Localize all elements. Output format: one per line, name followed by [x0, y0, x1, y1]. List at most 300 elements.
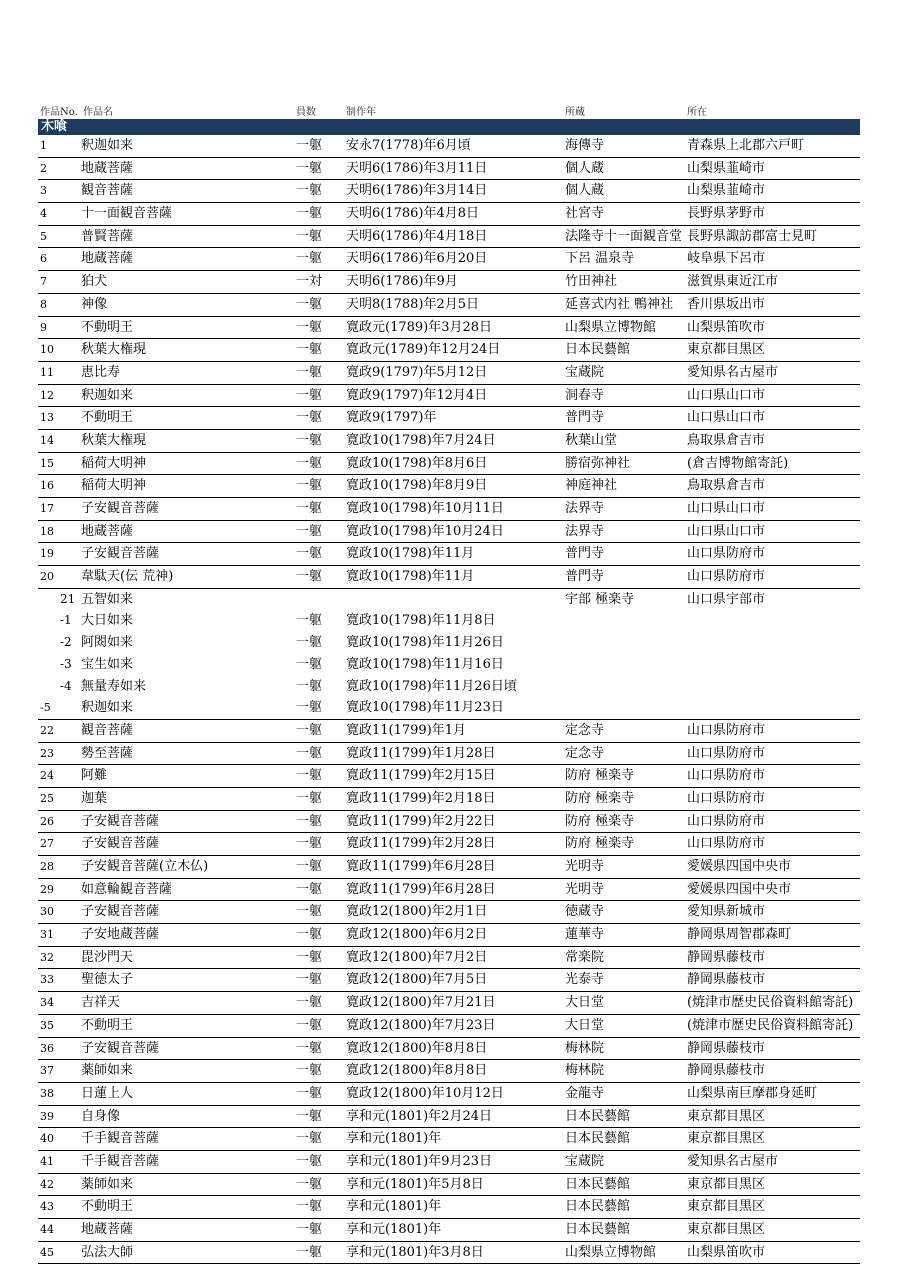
production-date-cell: 寛政10(1798)年11月23日	[346, 700, 504, 716]
artwork-name-cell: 日蓮上人	[81, 1085, 134, 1101]
row-number-cell: 27	[40, 837, 54, 851]
production-date-cell: 天明8(1788)年2月5日	[346, 296, 480, 312]
owner-cell: 常楽院	[565, 949, 605, 965]
location-cell: 東京都目黒区	[687, 1176, 766, 1192]
location-cell: 鳥取県倉吉市	[687, 478, 766, 494]
table-row	[38, 720, 860, 743]
row-number-cell: 25	[40, 791, 54, 805]
production-date-cell: 寛政10(1798)年7月24日	[346, 432, 496, 448]
header-owner: 所蔵	[565, 107, 585, 118]
piece-count-cell: 一躯	[296, 1222, 323, 1237]
location-cell: 岐阜県下呂市	[687, 251, 766, 267]
artwork-name-cell: 稲荷大明神	[81, 455, 147, 471]
production-date-cell: 寛政12(1800)年6月2日	[346, 927, 488, 943]
owner-cell: 宝蔵院	[565, 1153, 605, 1169]
piece-count-cell: 一躯	[296, 1153, 323, 1169]
piece-count-cell: 一躯	[296, 296, 323, 312]
table-row	[38, 498, 860, 521]
artwork-name-cell: 釈迦如来	[81, 387, 134, 403]
production-date-cell: 寛政11(1799)年2月15日	[346, 768, 496, 784]
table-row	[38, 362, 860, 385]
artwork-name-cell: 聖徳太子	[81, 972, 134, 988]
piece-count-cell: 一躯	[296, 949, 323, 965]
table-header	[38, 106, 860, 119]
row-number-cell: 7	[40, 275, 47, 289]
artwork-name-cell: 迦葉	[81, 790, 108, 806]
production-date-cell: 寛政11(1799)年2月22日	[346, 813, 496, 829]
artwork-name-cell: 毘沙門天	[81, 949, 134, 965]
artwork-name-cell: 千手観音菩薩	[81, 1131, 160, 1147]
owner-cell: 光泰寺	[565, 972, 605, 988]
row-number-cell: 21	[60, 591, 76, 606]
table-row	[38, 1083, 860, 1106]
piece-count-cell: 一躯	[296, 613, 323, 629]
owner-cell: 大日堂	[565, 1017, 605, 1033]
piece-count-cell: 一躯	[296, 410, 323, 426]
production-date-cell: 寛政10(1798)年11月26日頃	[346, 678, 517, 694]
row-number-cell: 35	[40, 1018, 54, 1032]
owner-cell: 普門寺	[565, 546, 605, 562]
location-cell: 愛知県名古屋市	[687, 1153, 779, 1169]
table-row	[38, 654, 860, 676]
artwork-name-cell: 弘法大師	[81, 1244, 134, 1260]
row-number-cell: 42	[40, 1177, 54, 1191]
table-row	[38, 1174, 860, 1197]
table-row	[38, 589, 860, 611]
location-cell: 山口県山口市	[687, 387, 766, 403]
owner-cell: 日本民藝館	[565, 1222, 631, 1237]
owner-cell: 普門寺	[565, 569, 605, 585]
table-row	[38, 1060, 860, 1083]
piece-count-cell: 一躯	[296, 995, 323, 1011]
artwork-name-cell: 恵比寿	[81, 364, 121, 380]
owner-cell: 洞春寺	[565, 387, 605, 403]
piece-count-cell: 一躯	[296, 319, 323, 335]
piece-count-cell: 一躯	[296, 635, 323, 651]
piece-count-cell: 一躯	[296, 1131, 323, 1147]
artwork-name-cell: 薬師如来	[81, 1176, 134, 1192]
artwork-name-cell: 観音菩薩	[81, 722, 134, 738]
table-row	[38, 901, 860, 924]
artwork-name-cell: 不動明王	[81, 319, 134, 335]
production-date-cell: 寛政11(1799)年2月18日	[346, 790, 496, 806]
row-number-cell: 36	[40, 1041, 54, 1055]
piece-count-cell: 一躯	[296, 768, 323, 784]
owner-cell: 延喜式内社 鴨神社	[565, 296, 674, 312]
artwork-name-cell: 子安観音菩薩	[81, 1040, 160, 1056]
row-number-cell: 22	[40, 723, 54, 737]
owner-cell: 日本民藝館	[565, 1199, 631, 1215]
production-date-cell: 享和元(1801)年2月24日	[346, 1108, 493, 1124]
location-cell: 静岡県藤枝市	[687, 972, 766, 988]
piece-count-cell: 一躯	[296, 859, 323, 874]
table-row	[38, 317, 860, 340]
artwork-name-cell: 薬師如来	[81, 1063, 134, 1079]
production-date-cell: 寛政12(1800)年7月5日	[346, 972, 488, 988]
row-number-cell: 12	[40, 388, 54, 402]
piece-count-cell: 一躯	[296, 478, 323, 494]
piece-count-cell: 一躯	[296, 251, 323, 267]
owner-cell: 宝蔵院	[565, 364, 605, 380]
piece-count-cell: 一躯	[296, 1199, 323, 1215]
location-cell: 香川県坂出市	[687, 296, 766, 312]
piece-count-cell: 一躯	[296, 501, 323, 516]
location-cell: 山梨県笛吹市	[687, 1244, 766, 1260]
location-cell: 山口県防府市	[687, 768, 766, 784]
row-number-cell: 13	[40, 411, 54, 425]
piece-count-cell: 一躯	[296, 523, 323, 539]
location-cell: 山口県防府市	[687, 569, 766, 585]
artwork-name-cell: 阿難	[81, 768, 108, 784]
piece-count-cell: 一躯	[296, 836, 323, 852]
table-row	[38, 697, 860, 720]
row-number-cell: 32	[40, 950, 54, 964]
header-location: 所在	[687, 107, 707, 118]
owner-cell: 日本民藝館	[565, 1131, 631, 1147]
table-row	[38, 879, 860, 902]
location-cell: 東京都目黒区	[687, 1131, 766, 1147]
piece-count-cell: 一躯	[296, 432, 323, 448]
artwork-list-table	[38, 106, 860, 1264]
header-name: 作品名	[83, 107, 113, 118]
owner-cell: 防府 極楽寺	[565, 813, 635, 829]
location-cell: 山口県防府市	[687, 836, 766, 852]
row-number-cell: 16	[40, 479, 54, 493]
location-cell: 東京都目黒区	[687, 1222, 766, 1237]
owner-cell: 定念寺	[565, 722, 605, 738]
artwork-name-cell: 地蔵菩薩	[81, 1222, 134, 1237]
row-number-cell: 23	[40, 746, 54, 760]
piece-count-cell: 一躯	[296, 881, 323, 897]
owner-cell: 社宮寺	[565, 206, 605, 222]
table-row	[38, 947, 860, 970]
production-date-cell: 安永7(1778)年6月頃	[346, 138, 471, 153]
owner-cell: 法界寺	[565, 501, 605, 516]
production-date-cell: 享和元(1801)年5月8日	[346, 1176, 484, 1192]
production-date-cell: 寛政11(1799)年6月28日	[346, 881, 496, 897]
table-row	[38, 521, 860, 544]
table-row	[38, 543, 860, 566]
table-row	[38, 743, 860, 766]
location-cell: (倉吉博物館寄託)	[687, 455, 789, 471]
location-cell: 静岡県藤枝市	[687, 1063, 766, 1079]
table-row	[38, 158, 860, 181]
production-date-cell: 寛政10(1798)年11月16日	[346, 656, 504, 672]
owner-cell: 法界寺	[565, 523, 605, 539]
table-row	[38, 180, 860, 203]
location-cell: 静岡県藤枝市	[687, 949, 766, 965]
piece-count-cell: 一躯	[296, 656, 323, 672]
table-row	[38, 385, 860, 408]
owner-cell: 山梨県立博物館	[565, 1244, 657, 1260]
location-cell: 山口県防府市	[687, 722, 766, 738]
location-cell: 長野県茅野市	[687, 206, 766, 222]
location-cell: 東京都目黒区	[687, 342, 766, 358]
artwork-name-cell: 普賢菩薩	[81, 228, 134, 244]
location-cell: (焼津市歴史民俗資料館寄託)	[687, 995, 854, 1011]
piece-count-cell: 一躯	[296, 790, 323, 806]
piece-count-cell: 一躯	[296, 1176, 323, 1192]
piece-count-cell: 一躯	[296, 569, 323, 585]
row-number-cell: 24	[40, 769, 54, 783]
table-row	[38, 1196, 860, 1219]
production-date-cell: 寛政10(1798)年8月9日	[346, 478, 488, 494]
owner-cell: 光明寺	[565, 859, 605, 874]
location-cell: 山口県山口市	[687, 501, 766, 516]
table-row	[38, 992, 860, 1015]
table-row	[38, 1151, 860, 1174]
row-number-cell: 43	[40, 1200, 54, 1214]
artwork-name-cell: 十一面観音菩薩	[81, 206, 173, 222]
piece-count-cell: 一躯	[296, 160, 323, 176]
artwork-name-cell: 不動明王	[81, 410, 134, 426]
production-date-cell: 寛政12(1800)年7月23日	[346, 1017, 496, 1033]
table-row	[38, 1219, 860, 1242]
row-number-cell: 41	[40, 1154, 54, 1168]
piece-count-cell: 一躯	[296, 1017, 323, 1033]
location-cell: 山梨県南巨摩郡身延町	[687, 1085, 818, 1101]
location-cell: 滋賀県東近江市	[687, 274, 779, 290]
table-row	[38, 811, 860, 834]
location-cell: 東京都目黒区	[687, 1199, 766, 1215]
table-row	[38, 924, 860, 947]
row-number-cell: 31	[40, 928, 54, 942]
piece-count-cell: 一躯	[296, 813, 323, 829]
production-date-cell: 寛政元(1789)年3月28日	[346, 319, 493, 335]
piece-count-cell: 一躯	[296, 138, 323, 153]
table-row	[38, 788, 860, 811]
artwork-name-cell: 子安観音菩薩	[81, 836, 160, 852]
owner-cell: 日本民藝館	[565, 1176, 631, 1192]
production-date-cell: 寛政11(1799)年6月28日	[346, 859, 496, 874]
row-number-cell: 33	[40, 973, 54, 987]
piece-count-cell: 一躯	[296, 183, 323, 199]
piece-count-cell: 一躯	[296, 927, 323, 943]
artwork-name-cell: 観音菩薩	[81, 183, 134, 199]
row-number-cell: -2	[60, 635, 72, 650]
production-date-cell: 寛政12(1800)年8月8日	[346, 1063, 488, 1079]
artwork-name-cell: 地蔵菩薩	[81, 160, 134, 176]
owner-cell: 神庭神社	[565, 478, 618, 494]
table-row	[38, 430, 860, 453]
owner-cell: 蓮華寺	[565, 927, 605, 943]
row-number-cell: 9	[40, 320, 47, 334]
row-number-cell: 28	[40, 860, 54, 873]
table-row	[38, 856, 860, 879]
artwork-name-cell: 大日如来	[81, 613, 134, 629]
row-number-cell: 14	[40, 433, 54, 447]
owner-cell: 防府 極楽寺	[565, 768, 635, 784]
piece-count-cell: 一躯	[296, 1108, 323, 1124]
artwork-name-cell: 地蔵菩薩	[81, 523, 134, 539]
location-cell: 山口県防府市	[687, 813, 766, 829]
location-cell: 山口県防府市	[687, 790, 766, 806]
piece-count-cell: 一対	[296, 274, 323, 290]
row-number-cell: 19	[40, 547, 54, 561]
location-cell: 愛知県新城市	[687, 904, 766, 920]
table-row	[38, 765, 860, 788]
row-number-cell: 11	[40, 365, 54, 379]
table-row	[38, 135, 860, 158]
location-cell: 山口県山口市	[687, 523, 766, 539]
table-row	[38, 475, 860, 498]
location-cell: 山口県山口市	[687, 410, 766, 426]
piece-count-cell: 一躯	[296, 342, 323, 358]
row-number-cell: -4	[60, 678, 72, 693]
artwork-name-cell: 子安観音菩薩	[81, 546, 160, 562]
artwork-name-cell: 秋葉大権現	[81, 432, 147, 448]
table-row	[38, 1038, 860, 1061]
artwork-name-cell: 自身像	[81, 1108, 121, 1124]
table-row	[38, 676, 860, 698]
table-row	[38, 833, 860, 856]
piece-count-cell: 一躯	[296, 700, 323, 716]
piece-count-cell: 一躯	[296, 1040, 323, 1056]
owner-cell: 海傳寺	[565, 138, 605, 153]
owner-cell: 防府 極楽寺	[565, 790, 635, 806]
owner-cell: 勝宿弥神社	[565, 455, 631, 471]
location-cell: 山梨県笛吹市	[687, 319, 766, 335]
owner-cell: 個人蔵	[565, 183, 605, 199]
piece-count-cell: 一躯	[296, 722, 323, 738]
location-cell: 長野県諏訪郡富士見町	[687, 228, 818, 244]
row-number-cell: 8	[40, 297, 47, 311]
artwork-name-cell: 地蔵菩薩	[81, 251, 134, 267]
table-row	[38, 271, 860, 294]
artwork-name-cell: 不動明王	[81, 1199, 134, 1215]
piece-count-cell: 一躯	[296, 1085, 323, 1101]
table-row	[38, 294, 860, 317]
owner-cell: 防府 極楽寺	[565, 836, 635, 852]
production-date-cell: 寛政9(1797)年12月4日	[346, 387, 488, 403]
table-row	[38, 610, 860, 632]
owner-cell: 個人蔵	[565, 160, 605, 176]
header-date: 制作年	[346, 107, 376, 118]
row-number-cell: -1	[60, 613, 72, 628]
artwork-name-cell: 秋葉大権現	[81, 342, 147, 358]
row-number-cell: 2	[40, 161, 47, 175]
location-cell: 山口県宇部市	[687, 591, 766, 607]
location-cell: 東京都目黒区	[687, 1108, 766, 1124]
artwork-name-cell: 五智如来	[81, 591, 134, 607]
piece-count-cell: 一躯	[296, 455, 323, 471]
table-row	[38, 1106, 860, 1129]
row-number-cell: 39	[40, 1109, 54, 1123]
production-date-cell: 寛政10(1798)年11月8日	[346, 613, 496, 629]
owner-cell: 梅林院	[565, 1040, 605, 1056]
production-date-cell: 寛政元(1789)年12月24日	[346, 342, 501, 358]
table-row	[38, 1128, 860, 1151]
production-date-cell: 享和元(1801)年3月8日	[346, 1244, 484, 1260]
production-date-cell: 天明6(1786)年4月18日	[346, 228, 488, 244]
production-date-cell: 寛政10(1798)年10月11日	[346, 501, 504, 516]
production-date-cell: 寛政11(1799)年2月28日	[346, 836, 496, 852]
artwork-name-cell: 神像	[81, 296, 108, 312]
table-row	[38, 1242, 860, 1265]
artwork-name-cell: 狛犬	[81, 274, 108, 290]
production-date-cell: 寛政11(1799)年1月28日	[346, 745, 496, 761]
location-cell: 青森県上北郡六戸町	[687, 138, 805, 153]
production-date-cell: 天明6(1786)年4月8日	[346, 206, 480, 222]
production-date-cell: 享和元(1801)年	[346, 1199, 442, 1215]
artwork-name-cell: 吉祥天	[81, 995, 121, 1011]
production-date-cell: 天明6(1786)年6月20日	[346, 251, 488, 267]
row-number-cell: 40	[40, 1132, 54, 1146]
piece-count-cell: 一躯	[296, 904, 323, 920]
section-band: 木喰	[38, 119, 860, 135]
table-body	[38, 135, 860, 1264]
production-date-cell: 寛政9(1797)年	[346, 410, 437, 426]
table-row	[38, 1015, 860, 1038]
header-no: 作品No.	[40, 107, 78, 118]
artwork-name-cell: 阿閦如来	[81, 635, 134, 651]
table-row	[38, 969, 860, 992]
production-date-cell: 寛政12(1800)年2月1日	[346, 904, 488, 920]
location-cell: 静岡県周智郡森町	[687, 927, 792, 943]
owner-cell: 下呂 温泉寺	[565, 251, 635, 267]
location-cell: 静岡県藤枝市	[687, 1040, 766, 1056]
piece-count-cell: 一躯	[296, 1244, 323, 1260]
artwork-name-cell: 千手観音菩薩	[81, 1153, 160, 1169]
location-cell: 愛媛県四国中央市	[687, 881, 792, 897]
table-row	[38, 407, 860, 430]
row-number-cell: 44	[40, 1223, 54, 1236]
table-row	[38, 339, 860, 362]
row-number-cell: 5	[40, 229, 47, 243]
row-number-cell: 15	[40, 456, 54, 470]
owner-cell: 金龍寺	[565, 1085, 605, 1101]
production-date-cell: 享和元(1801)年9月23日	[346, 1153, 493, 1169]
row-number-cell: 29	[40, 882, 54, 896]
piece-count-cell: 一躯	[296, 678, 323, 694]
production-date-cell: 寛政10(1798)年11月	[346, 546, 475, 562]
piece-count-cell: 一躯	[296, 387, 323, 403]
location-cell: 鳥取県倉吉市	[687, 432, 766, 448]
owner-cell: 竹田神社	[565, 274, 618, 290]
owner-cell: 普門寺	[565, 410, 605, 426]
artwork-name-cell: 子安観音菩薩	[81, 813, 160, 829]
row-number-cell: 30	[40, 905, 54, 919]
row-number-cell: 34	[40, 996, 54, 1010]
production-date-cell: 寛政12(1800)年8月8日	[346, 1040, 488, 1056]
production-date-cell: 寛政10(1798)年11月26日	[346, 635, 504, 651]
row-number-cell: 1	[40, 139, 47, 152]
production-date-cell: 天明6(1786)年3月11日	[346, 160, 488, 176]
artwork-name-cell: 子安観音菩薩	[81, 904, 160, 920]
owner-cell: 宇部 極楽寺	[565, 591, 635, 607]
artwork-name-cell: 韋駄天(伝 荒神)	[81, 569, 174, 585]
row-number-cell: 10	[40, 343, 54, 357]
location-cell: 愛媛県四国中央市	[687, 859, 792, 874]
production-date-cell: 寛政11(1799)年1月	[346, 722, 467, 738]
owner-cell: 法隆寺十一面観音堂	[565, 228, 683, 244]
artwork-name-cell: 釈迦如来	[81, 138, 134, 153]
table-row	[38, 453, 860, 476]
artwork-name-cell: 釈迦如来	[81, 700, 134, 716]
table-row	[38, 566, 860, 589]
piece-count-cell: 一躯	[296, 972, 323, 988]
owner-cell: 光明寺	[565, 881, 605, 897]
artwork-name-cell: 不動明王	[81, 1017, 134, 1033]
row-number-cell: 3	[40, 184, 47, 198]
row-number-cell: 45	[40, 1245, 54, 1259]
location-cell: 山口県防府市	[687, 745, 766, 761]
owner-cell: 秋葉山堂	[565, 432, 618, 448]
owner-cell: 日本民藝館	[565, 1108, 631, 1124]
artwork-name-cell: 子安観音菩薩	[81, 501, 160, 516]
owner-cell: 日本民藝館	[565, 342, 631, 358]
row-number-cell: 4	[40, 207, 47, 221]
